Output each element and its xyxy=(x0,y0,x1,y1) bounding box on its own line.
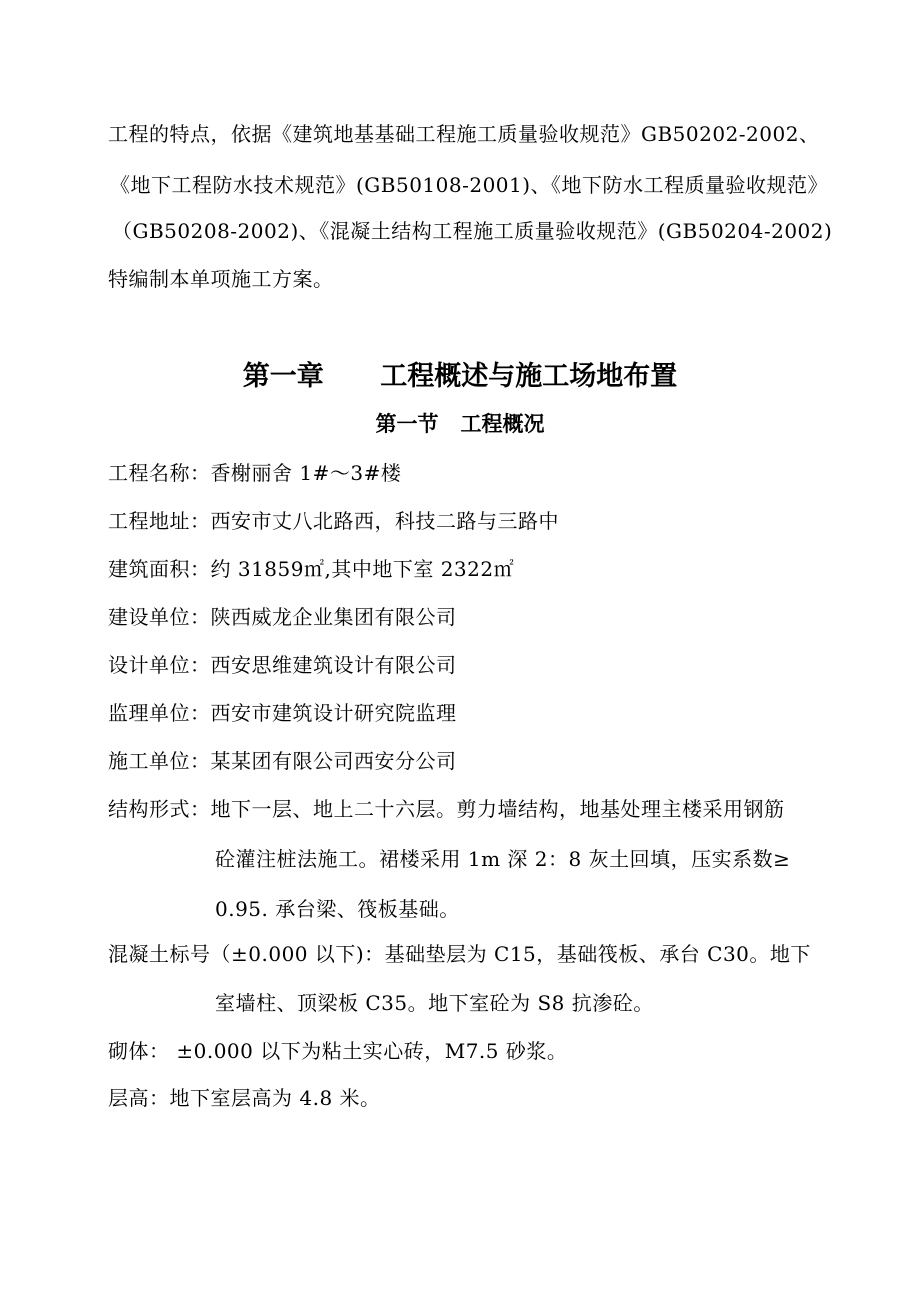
masonry-line: 砌体： ±0.000 以下为粘土实心砖，M7.5 砂浆。 xyxy=(108,1039,568,1063)
structure-line-1: 结构形式：地下一层、地上二十六层。剪力墙结构，地基处理主楼采用钢筋 xyxy=(108,797,785,821)
section-title: 第一节 工程概况 xyxy=(375,412,545,436)
supervision-unit: 监理单位：西安市建筑设计研究院监理 xyxy=(108,701,457,725)
building-area: 建筑面积：约 31859㎡,其中地下室 2322㎡ xyxy=(108,557,515,581)
intro-line-3: （GB50208-2002)、《混凝土结构工程施工质量验收规范》(GB50204-2002) xyxy=(112,219,833,243)
structure-line-2: 砼灌注桩法施工。裙楼采用 1m 深 2：8 灰土回填，压实系数≥ xyxy=(215,847,791,871)
project-address: 工程地址：西安市丈八北路西，科技二路与三路中 xyxy=(108,509,559,533)
construction-unit: 施工单位：某某团有限公司西安分公司 xyxy=(108,749,457,773)
intro-line-1: 工程的特点，依据《建筑地基基础工程施工质量验收规范》GB50202-2002、 xyxy=(108,122,820,146)
design-unit: 设计单位：西安思维建筑设计有限公司 xyxy=(108,653,457,677)
concrete-line-2: 室墙柱、顶梁板 C35。地下室砼为 S8 抗渗砼。 xyxy=(215,991,654,1015)
floor-height-line: 层高：地下室层高为 4.8 米。 xyxy=(108,1086,381,1110)
intro-line-2: 《地下工程防水技术规范》(GB50108-2001)、《地下防水工程质量验收规范》 xyxy=(110,173,829,197)
chapter-title: 第一章 工程概述与施工场地布置 xyxy=(242,361,678,392)
project-name: 工程名称：香榭丽舍 1#～3#楼 xyxy=(108,461,402,485)
intro-line-4: 特编制本单项施工方案。 xyxy=(108,267,334,291)
concrete-line-1: 混凝土标号（±0.000 以下)：基础垫层为 C15，基础筏板、承台 C30。地下 xyxy=(108,942,811,966)
developer-unit: 建设单位：陕西威龙企业集团有限公司 xyxy=(108,605,457,629)
structure-line-3: 0.95. 承台梁、筏板基础。 xyxy=(215,897,460,921)
